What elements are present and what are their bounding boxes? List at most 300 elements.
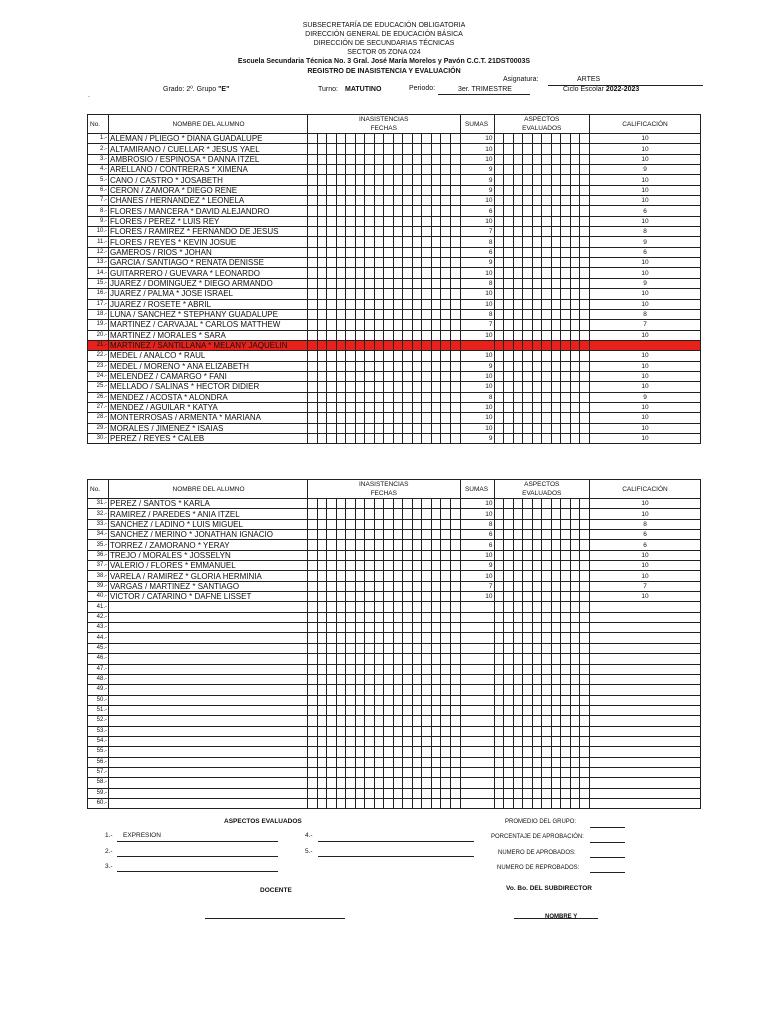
aspecto-cell bbox=[561, 227, 571, 237]
attendance-cell bbox=[365, 227, 375, 237]
calificacion-cell: 8 bbox=[590, 227, 701, 237]
student-name: SANCHEZ / LADINO * LUIS MIGUEL bbox=[109, 519, 308, 529]
attendance-cell bbox=[327, 623, 337, 633]
attendance-cell bbox=[403, 695, 413, 705]
sumas-cell bbox=[460, 747, 494, 757]
aspecto-cell bbox=[570, 757, 580, 767]
promedio-line bbox=[590, 827, 625, 828]
attendance-cell bbox=[403, 340, 413, 350]
attendance-cell bbox=[308, 540, 318, 550]
attendance-cell bbox=[384, 550, 394, 560]
attendance-cell bbox=[450, 237, 460, 247]
attendance-cell bbox=[355, 767, 365, 777]
attendance-cell bbox=[308, 685, 318, 695]
attendance-cell bbox=[431, 382, 441, 392]
row-number: 24.- bbox=[88, 371, 109, 381]
attendance-cell bbox=[308, 134, 318, 144]
student-row bbox=[88, 633, 701, 643]
aspecto-cell bbox=[504, 695, 514, 705]
aspecto-cell bbox=[551, 592, 561, 602]
attendance-cell bbox=[365, 530, 375, 540]
row-number: 5.- bbox=[88, 175, 109, 185]
attendance-cell bbox=[403, 767, 413, 777]
attendance-cell bbox=[374, 309, 384, 319]
attendance-cell bbox=[412, 664, 422, 674]
attendance-cell bbox=[336, 258, 346, 268]
docente-signature-line bbox=[205, 918, 345, 919]
attendance-cell bbox=[393, 340, 403, 350]
attendance-cell bbox=[336, 382, 346, 392]
attendance-cell bbox=[365, 258, 375, 268]
attendance-cell bbox=[441, 747, 451, 757]
attendance-cell bbox=[308, 778, 318, 788]
attendance-cell bbox=[317, 561, 327, 571]
attendance-cell bbox=[365, 757, 375, 767]
attendance-cell bbox=[431, 540, 441, 550]
aspecto-cell bbox=[513, 340, 523, 350]
aspecto-cell bbox=[513, 227, 523, 237]
aspecto-cell bbox=[532, 206, 542, 216]
attendance-cell bbox=[317, 581, 327, 591]
attendance-cell bbox=[422, 685, 432, 695]
aspecto-cell bbox=[532, 351, 542, 361]
asignatura-label: Asignatura: bbox=[503, 76, 539, 83]
aspecto-cell bbox=[580, 778, 590, 788]
attendance-cell bbox=[346, 227, 356, 237]
attendance-cell bbox=[317, 499, 327, 509]
attendance-cell bbox=[393, 716, 403, 726]
attendance-cell bbox=[374, 247, 384, 257]
row-number: 60.- bbox=[88, 798, 109, 808]
aspecto-cell bbox=[570, 499, 580, 509]
sumas-cell: 8 bbox=[460, 309, 494, 319]
attendance-cell bbox=[403, 726, 413, 736]
attendance-cell bbox=[374, 561, 384, 571]
attendance-cell bbox=[317, 423, 327, 433]
aspecto-cell bbox=[580, 633, 590, 643]
student-name: ALEMAN / PLIEGO * DIANA GUADALUPE bbox=[109, 134, 308, 144]
col-header-sumas: SUMAS bbox=[460, 480, 494, 499]
aspecto-cell bbox=[551, 289, 561, 299]
attendance-cell bbox=[365, 519, 375, 529]
student-row bbox=[88, 402, 701, 412]
col-header-evaluados: EVALUADOS bbox=[494, 489, 590, 499]
student-row bbox=[88, 726, 701, 736]
aspecto-cell bbox=[523, 747, 533, 757]
aspecto-cell bbox=[513, 726, 523, 736]
aspecto-cell bbox=[504, 361, 514, 371]
aspecto-cell bbox=[580, 747, 590, 757]
sumas-cell: 10 bbox=[460, 351, 494, 361]
attendance-cell bbox=[393, 402, 403, 412]
attendance-cell bbox=[422, 165, 432, 175]
attendance-cell bbox=[308, 402, 318, 412]
attendance-cell bbox=[450, 433, 460, 443]
aspecto-cell bbox=[542, 278, 552, 288]
row-number: 37.- bbox=[88, 561, 109, 571]
aspecto-cell bbox=[532, 747, 542, 757]
calificacion-cell: 8 bbox=[590, 309, 701, 319]
aspecto-cell bbox=[504, 685, 514, 695]
attendance-cell bbox=[422, 561, 432, 571]
calificacion-cell: 10 bbox=[590, 592, 701, 602]
attendance-cell bbox=[431, 788, 441, 798]
aspecto-cell bbox=[580, 330, 590, 340]
student-row bbox=[88, 540, 701, 550]
aspecto-cell bbox=[561, 299, 571, 309]
aspecto-cell bbox=[504, 268, 514, 278]
attendance-cell bbox=[450, 685, 460, 695]
aspecto-cell bbox=[523, 382, 533, 392]
attendance-cell bbox=[403, 227, 413, 237]
attendance-cell bbox=[346, 268, 356, 278]
attendance-cell bbox=[412, 643, 422, 653]
attendance-cell bbox=[431, 134, 441, 144]
row-number: 36.- bbox=[88, 550, 109, 560]
attendance-cell bbox=[365, 540, 375, 550]
attendance-cell bbox=[441, 433, 451, 443]
aspecto-cell bbox=[532, 216, 542, 226]
aspecto-cell bbox=[504, 144, 514, 154]
attendance-cell bbox=[384, 519, 394, 529]
attendance-cell bbox=[327, 499, 337, 509]
attendance-cell bbox=[346, 519, 356, 529]
aspecto-cell bbox=[523, 165, 533, 175]
attendance-cell bbox=[403, 185, 413, 195]
attendance-cell bbox=[327, 550, 337, 560]
aspecto-cell bbox=[551, 268, 561, 278]
aspecto-cell bbox=[570, 320, 580, 330]
attendance-cell bbox=[393, 592, 403, 602]
aspecto-cell bbox=[523, 674, 533, 684]
student-row bbox=[88, 185, 701, 195]
attendance-cell bbox=[317, 664, 327, 674]
attendance-cell bbox=[346, 154, 356, 164]
attendance-cell bbox=[412, 247, 422, 257]
attendance-cell bbox=[355, 237, 365, 247]
aspecto-cell bbox=[542, 664, 552, 674]
aspecto-cell bbox=[532, 299, 542, 309]
attendance-cell bbox=[346, 747, 356, 757]
aspecto-cell bbox=[542, 633, 552, 643]
attendance-cell bbox=[393, 561, 403, 571]
attendance-cell bbox=[384, 175, 394, 185]
aspecto-cell bbox=[551, 530, 561, 540]
aspecto-cell bbox=[494, 747, 504, 757]
sumas-cell: 8 bbox=[460, 392, 494, 402]
attendance-cell bbox=[308, 561, 318, 571]
attendance-cell bbox=[403, 165, 413, 175]
student-row bbox=[88, 299, 701, 309]
aspecto-cell bbox=[542, 509, 552, 519]
attendance-cell bbox=[403, 664, 413, 674]
attendance-cell bbox=[374, 716, 384, 726]
row-number: 42.- bbox=[88, 612, 109, 622]
aspecto-cell bbox=[523, 509, 533, 519]
attendance-cell bbox=[355, 519, 365, 529]
aspecto-cell bbox=[532, 716, 542, 726]
attendance-cell bbox=[422, 530, 432, 540]
aspecto-cell bbox=[570, 726, 580, 736]
student-row bbox=[88, 392, 701, 402]
student-name bbox=[109, 674, 308, 684]
attendance-cell bbox=[431, 519, 441, 529]
aspecto-cell bbox=[561, 144, 571, 154]
attendance-cell bbox=[355, 392, 365, 402]
attendance-cell bbox=[384, 788, 394, 798]
aspecto-cell bbox=[561, 382, 571, 392]
aspecto-cell bbox=[532, 382, 542, 392]
sumas-cell: 6 bbox=[460, 530, 494, 540]
attendance-cell bbox=[412, 581, 422, 591]
attendance-cell bbox=[431, 654, 441, 664]
attendance-cell bbox=[355, 206, 365, 216]
aspecto-cell bbox=[561, 685, 571, 695]
aspecto-cell bbox=[551, 633, 561, 643]
attendance-cell bbox=[412, 788, 422, 798]
attendance-cell bbox=[317, 237, 327, 247]
attendance-cell bbox=[327, 351, 337, 361]
aspecto-cell bbox=[523, 268, 533, 278]
attendance-cell bbox=[317, 185, 327, 195]
attendance-cell bbox=[327, 330, 337, 340]
attendance-cell bbox=[365, 413, 375, 423]
attendance-cell bbox=[374, 602, 384, 612]
aspecto-5-line bbox=[318, 856, 474, 857]
calificacion-cell bbox=[590, 757, 701, 767]
attendance-cell bbox=[441, 654, 451, 664]
attendance-cell bbox=[403, 196, 413, 206]
attendance-cell bbox=[450, 206, 460, 216]
calificacion-cell: 6 bbox=[590, 540, 701, 550]
attendance-cell bbox=[431, 289, 441, 299]
attendance-cell bbox=[441, 402, 451, 412]
attendance-cell bbox=[412, 685, 422, 695]
attendance-cell bbox=[431, 499, 441, 509]
col-header-no: No. bbox=[88, 480, 109, 499]
aspecto-cell bbox=[523, 530, 533, 540]
attendance-cell bbox=[317, 175, 327, 185]
attendance-cell bbox=[374, 757, 384, 767]
aspecto-cell bbox=[580, 716, 590, 726]
calificacion-cell: 10 bbox=[590, 268, 701, 278]
attendance-cell bbox=[317, 705, 327, 715]
attendance-cell bbox=[403, 519, 413, 529]
sumas-cell: 10 bbox=[460, 289, 494, 299]
aspecto-cell bbox=[542, 612, 552, 622]
attendance-cell bbox=[374, 581, 384, 591]
aspecto-cell bbox=[513, 154, 523, 164]
row-number: 14.- bbox=[88, 268, 109, 278]
attendance-cell bbox=[384, 757, 394, 767]
aspecto-cell bbox=[580, 550, 590, 560]
sumas-cell bbox=[460, 757, 494, 767]
attendance-cell bbox=[374, 268, 384, 278]
attendance-cell bbox=[450, 175, 460, 185]
attendance-cell bbox=[365, 798, 375, 808]
aspecto-cell bbox=[523, 664, 533, 674]
attendance-cell bbox=[393, 423, 403, 433]
attendance-cell bbox=[422, 196, 432, 206]
attendance-cell bbox=[374, 289, 384, 299]
sumas-cell bbox=[460, 716, 494, 726]
aspecto-cell bbox=[542, 499, 552, 509]
aspecto-cell bbox=[532, 674, 542, 684]
calificacion-cell: 10 bbox=[590, 382, 701, 392]
sumas-cell: 10 bbox=[460, 413, 494, 423]
attendance-cell bbox=[308, 268, 318, 278]
aspecto-cell bbox=[494, 716, 504, 726]
attendance-cell bbox=[441, 392, 451, 402]
aspecto-cell bbox=[551, 237, 561, 247]
attendance-cell bbox=[374, 371, 384, 381]
aspecto-cell bbox=[570, 736, 580, 746]
attendance-cell bbox=[374, 258, 384, 268]
attendance-cell bbox=[327, 530, 337, 540]
aspecto-cell bbox=[580, 206, 590, 216]
aspecto-cell bbox=[494, 216, 504, 226]
attendance-cell bbox=[365, 392, 375, 402]
aspecto-cell bbox=[513, 320, 523, 330]
aspecto-cell bbox=[504, 175, 514, 185]
aspecto-cell bbox=[494, 371, 504, 381]
attendance-cell bbox=[355, 413, 365, 423]
attendance-cell bbox=[355, 320, 365, 330]
aspecto-cell bbox=[551, 674, 561, 684]
attendance-cell bbox=[336, 361, 346, 371]
aspecto-cell bbox=[523, 237, 533, 247]
aspecto-cell bbox=[561, 206, 571, 216]
aspecto-cell bbox=[494, 247, 504, 257]
aspecto-cell bbox=[561, 633, 571, 643]
attendance-cell bbox=[308, 550, 318, 560]
row-number: 58.- bbox=[88, 778, 109, 788]
student-row bbox=[88, 602, 701, 612]
aspecto-cell bbox=[570, 612, 580, 622]
attendance-cell bbox=[393, 695, 403, 705]
nombre-label: NOMBRE Y bbox=[545, 914, 578, 920]
aspecto-cell bbox=[580, 371, 590, 381]
calificacion-cell: 10 bbox=[590, 134, 701, 144]
attendance-cell bbox=[346, 392, 356, 402]
aspecto-1-line bbox=[117, 841, 278, 842]
sumas-cell: 10 bbox=[460, 571, 494, 581]
row-number: 45.- bbox=[88, 643, 109, 653]
row-number: 54.- bbox=[88, 736, 109, 746]
student-name: SANCHEZ / MERINO * JONATHAN IGNACIO bbox=[109, 530, 308, 540]
aspecto-cell bbox=[580, 561, 590, 571]
aspecto-cell bbox=[580, 433, 590, 443]
attendance-cell bbox=[327, 247, 337, 257]
aspecto-cell bbox=[570, 299, 580, 309]
attendance-cell bbox=[384, 134, 394, 144]
aspecto-cell bbox=[494, 423, 504, 433]
attendance-cell bbox=[412, 309, 422, 319]
calificacion-cell bbox=[590, 654, 701, 664]
attendance-cell bbox=[308, 289, 318, 299]
porcentaje-label: PORCENTAJE DE APROBACIÓN: bbox=[491, 834, 584, 840]
aspecto-cell bbox=[532, 268, 542, 278]
attendance-cell bbox=[308, 423, 318, 433]
aspecto-cell bbox=[532, 705, 542, 715]
attendance-cell bbox=[308, 165, 318, 175]
aspecto-cell bbox=[542, 340, 552, 350]
attendance-cell bbox=[355, 550, 365, 560]
aspecto-cell bbox=[580, 134, 590, 144]
student-row bbox=[88, 175, 701, 185]
attendance-cell bbox=[317, 402, 327, 412]
aspecto-cell bbox=[551, 726, 561, 736]
aspecto-cell bbox=[532, 144, 542, 154]
attendance-cell bbox=[393, 227, 403, 237]
attendance-cell bbox=[384, 798, 394, 808]
attendance-cell bbox=[336, 371, 346, 381]
calificacion-cell: 7 bbox=[590, 581, 701, 591]
attendance-cell bbox=[393, 320, 403, 330]
attendance-cell bbox=[365, 289, 375, 299]
aspecto-cell bbox=[504, 736, 514, 746]
attendance-cell bbox=[336, 196, 346, 206]
aspecto-cell bbox=[570, 664, 580, 674]
attendance-cell bbox=[403, 351, 413, 361]
attendance-cell bbox=[355, 289, 365, 299]
attendance-cell bbox=[317, 747, 327, 757]
attendance-cell bbox=[412, 371, 422, 381]
col-header-sumas: SUMAS bbox=[460, 115, 494, 134]
aspecto-cell bbox=[504, 371, 514, 381]
student-name: MARTINEZ / MORALES * SARA bbox=[109, 330, 308, 340]
aspecto-cell bbox=[561, 309, 571, 319]
attendance-cell bbox=[336, 695, 346, 705]
attendance-cell bbox=[393, 258, 403, 268]
aspecto-cell bbox=[494, 612, 504, 622]
aspecto-cell bbox=[494, 540, 504, 550]
attendance-cell bbox=[422, 778, 432, 788]
sumas-cell: 10 bbox=[460, 499, 494, 509]
attendance-cell bbox=[412, 227, 422, 237]
aspecto-cell bbox=[551, 402, 561, 412]
calificacion-cell: 10 bbox=[590, 299, 701, 309]
student-name: MENDEZ / ACOSTA * ALONDRA bbox=[109, 392, 308, 402]
attendance-cell bbox=[327, 289, 337, 299]
aspecto-cell bbox=[561, 154, 571, 164]
attendance-cell bbox=[317, 227, 327, 237]
calificacion-cell: 10 bbox=[590, 550, 701, 560]
row-number: 25.- bbox=[88, 382, 109, 392]
student-name: CHANES / HERNANDEZ * LEONELA bbox=[109, 196, 308, 206]
aspecto-cell bbox=[551, 778, 561, 788]
calificacion-cell: 9 bbox=[590, 392, 701, 402]
attendance-cell bbox=[355, 540, 365, 550]
attendance-cell bbox=[393, 726, 403, 736]
aspecto-cell bbox=[523, 798, 533, 808]
attendance-cell bbox=[355, 402, 365, 412]
attendance-cell bbox=[374, 664, 384, 674]
aspecto-cell bbox=[580, 361, 590, 371]
aspecto-cell bbox=[570, 392, 580, 402]
aspecto-cell bbox=[513, 767, 523, 777]
attendance-cell bbox=[450, 165, 460, 175]
attendance-cell bbox=[393, 674, 403, 684]
attendance-cell bbox=[327, 278, 337, 288]
attendance-cell bbox=[374, 196, 384, 206]
attendance-cell bbox=[355, 757, 365, 767]
attendance-cell bbox=[384, 320, 394, 330]
attendance-cell bbox=[441, 423, 451, 433]
attendance-cell bbox=[346, 674, 356, 684]
aspecto-cell bbox=[542, 519, 552, 529]
attendance-cell bbox=[431, 423, 441, 433]
